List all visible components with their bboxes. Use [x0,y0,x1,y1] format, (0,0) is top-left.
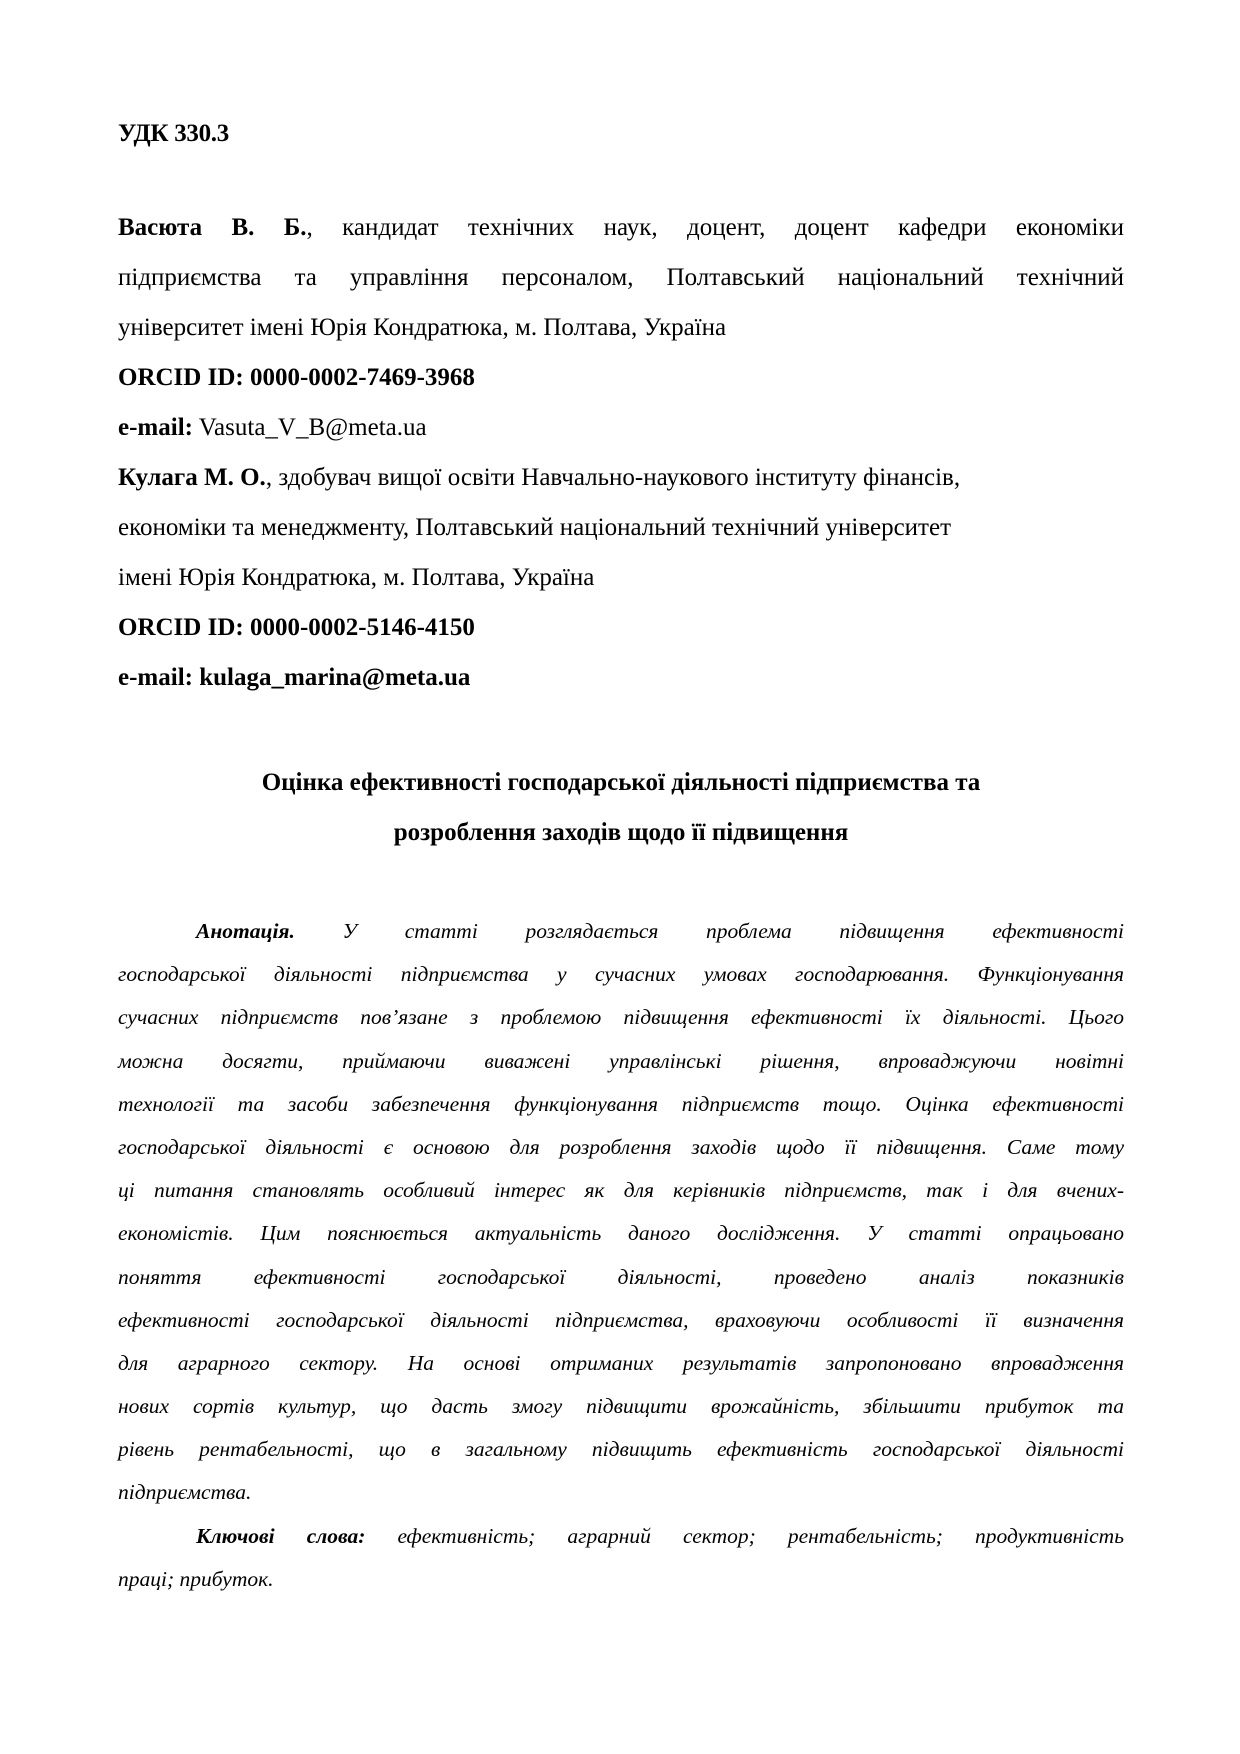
author-2-affiliation-2: економіки та менеджменту, Полтавський національний технічний університет [118,514,952,541]
author-1-affiliation-1: , кандидат технічних наук, доцент, доцент кафедри економіки [306,214,1124,241]
keywords-text-1: ефективність; аграрний сектор; рентабельність; продуктивність [365,1523,1124,1548]
author-1-line-3 [118,303,1124,353]
author-2-line-2 [118,503,1124,553]
abstract-block [118,910,1124,1601]
author-2-line-3 [118,553,1124,603]
udc-code: УДК 330.3 [118,120,229,147]
article-title [118,758,1124,858]
keywords-line-2: праці; прибуток. [118,1566,274,1591]
abstract-line-10: ефективності господарської діяльності підприємства, враховуючи особливості її визначення [118,1307,1124,1332]
abstract-line-7: ці питання становлять особливий інтерес як для керівників підприємств, так і для вчених- [118,1178,1124,1203]
author-1-affiliation-2: підприємства та управління персоналом, Полтавський національний технічний [118,264,1124,291]
abstract-line-9: поняття ефективності господарської діяльності, проведено аналіз показників [118,1264,1124,1289]
author-2-email-line [118,653,1124,703]
author-1-email-line [118,403,1124,453]
title-line-2: розроблення заходів щодо її підвищення [393,819,849,846]
abstract-line-1 [118,910,1124,953]
authors-block [118,203,1124,703]
author-2-line-1 [118,453,1124,503]
abstract-line-6: господарської діяльності є основою для розроблення заходів щодо її підвищення. Саме тому [118,1134,1124,1159]
abstract-line-11: для аграрного сектору. На основі отриманих результатів запропоновано впровадження [118,1350,1124,1375]
keywords-line-1 [118,1515,1124,1558]
abstract-text-1: У статті розглядається проблема підвищення ефективності [294,919,1124,943]
author-2-orcid: ORCID ID: 0000-0002-5146-4150 [118,614,475,641]
abstract-line-12: нових сортів культур, що дасть змогу підвищити врожайність, збільшити прибуток та [118,1394,1124,1419]
author-1-email-label: e-mail: [118,414,193,441]
author-2-email-label: e-mail: [118,664,193,691]
abstract-line-4: можна досягти, приймаючи виважені управлінські рішення, впроваджуючи новітні [118,1048,1124,1073]
abstract-line-14: підприємства. [118,1480,252,1505]
author-1-orcid: ORCID ID: 0000-0002-7469-3968 [118,364,475,391]
author-1-email[interactable]: Vasuta_V_B@meta.ua [192,414,427,441]
abstract-label: Анотація. [196,919,295,943]
author-1-affiliation-3: університет імені Юрія Кондратюка, м. Полтава, Україна [118,314,727,341]
author-1-name: Васюта В. Б. [118,214,307,241]
author-1-line-2 [118,253,1124,303]
author-2-email[interactable]: kulaga_marina@meta.ua [192,664,471,691]
abstract-line-8: економістів. Цим пояснюється актуальність даного дослідження. У статті опрацьовано [118,1221,1124,1246]
abstract-line-13: рівень рентабельності, що в загальному підвищить ефективність господарської діяльності [118,1437,1124,1462]
abstract-line-3: сучасних підприємств пов’язане з проблемою підвищення ефективності їх діяльності. Цього [118,1005,1124,1030]
author-2-affiliation-3: імені Юрія Кондратюка, м. Полтава, Україна [118,564,595,591]
author-1-line-1 [118,203,1124,253]
author-2-name: Кулага М. О. [118,464,266,491]
keywords-label: Ключові слова: [196,1523,366,1548]
abstract-line-5: технології та засоби забезпечення функціонування підприємств тощо. Оцінка ефективності [118,1091,1124,1116]
title-line-1: Оцінка ефективності господарської діяльності підприємства та [261,769,981,796]
abstract-line-2: господарської діяльності підприємства у сучасних умовах господарювання. Функціонування [118,962,1124,987]
author-2-affiliation-1: , здобувач вищої освіти Навчально-наукового інституту фінансів, [265,464,961,491]
